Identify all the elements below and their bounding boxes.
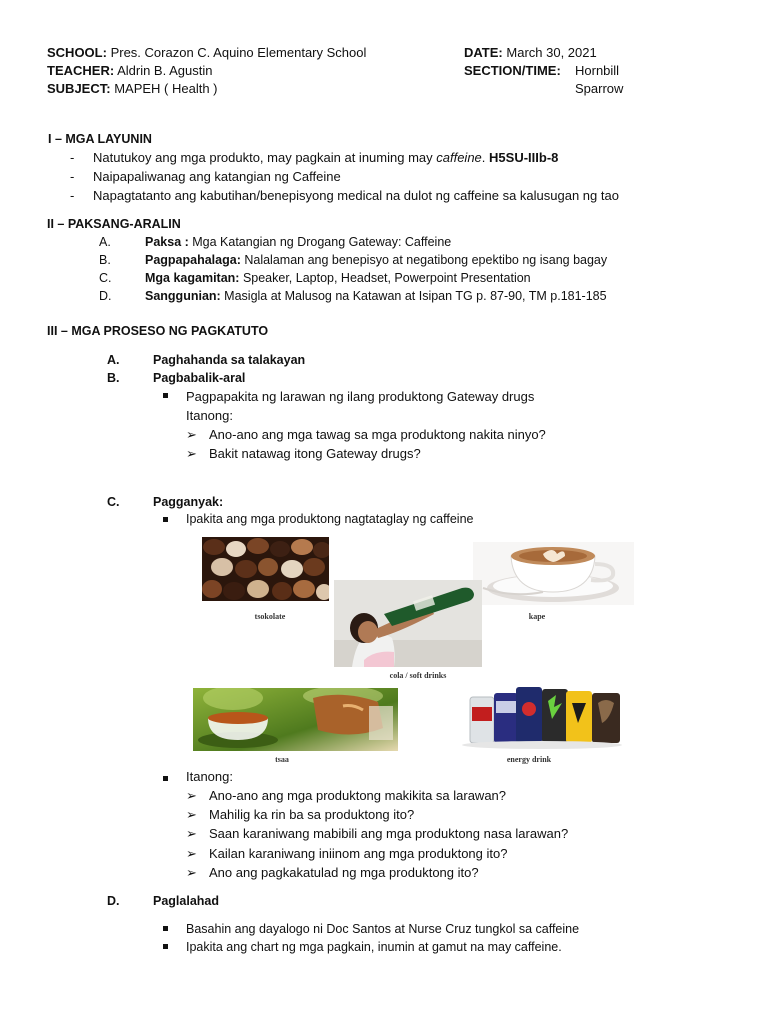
topic-label-a: Paksa :: [145, 235, 189, 249]
bullet-square: [163, 776, 168, 781]
topic-letter-b: B.: [99, 253, 111, 267]
motivation-question-3: Saan karaniwang mabibili ang mga produktong nasa larawan?: [209, 826, 569, 841]
topic-text-c: Speaker, Laptop, Headset, Powerpoint Presentation: [239, 271, 531, 285]
topic-item-b: [145, 252, 607, 269]
dash-3: -: [70, 188, 75, 203]
dash-1: -: [70, 150, 75, 165]
process-letter-d: D.: [107, 894, 120, 908]
subject-line: [47, 80, 218, 97]
topic-text-a: Mga Katangian ng Drogang Gateway: Caffeine: [188, 235, 452, 249]
caption-tea: tsaa: [275, 755, 289, 764]
process-letter-a: A.: [107, 353, 120, 367]
objectives-heading: I – MGA LAYUNIN: [48, 132, 152, 146]
school-label: SCHOOL:: [47, 45, 107, 60]
topic-label-b: Pagpapahalaga:: [145, 253, 241, 267]
process-label-a: Paghahanda sa talakayan: [153, 353, 306, 367]
arrow-icon: ➢: [186, 846, 197, 861]
section-value-2: Sparrow: [575, 81, 624, 96]
topic-label-c: Mga kagamitan:: [145, 271, 240, 285]
arrow-icon: ➢: [186, 865, 197, 880]
coffee-image: [473, 542, 634, 605]
topic-label-d: Sanggunian:: [145, 289, 221, 303]
motivation-question-4: Kailan karaniwang iniinom ang mga produktong ito?: [209, 846, 508, 861]
topic-item-c: [145, 270, 531, 287]
objective-3: Napagtatanto ang kabutihan/benepisyong medical na dulot ng caffeine sa kalusugan ng tao: [93, 188, 619, 203]
caption-coffee: kape: [528, 612, 546, 621]
review-question-2: Bakit natawag itong Gateway drugs?: [209, 446, 421, 461]
objective-1: [93, 149, 558, 166]
arrow-icon: ➢: [186, 826, 197, 841]
subject-value: MAPEH ( Health ): [114, 81, 218, 96]
arrow-icon: ➢: [186, 807, 197, 822]
date-label: DATE:: [464, 45, 503, 60]
topic-text-d: Masigla at Malusog na Katawan at Isipan TG p. 87-90, TM p.181-185: [220, 289, 607, 303]
school-value: Pres. Corazon C. Aquino Elementary School: [110, 45, 367, 60]
dash-2: -: [70, 169, 75, 184]
cola-image: [334, 580, 482, 667]
section-line: [464, 62, 561, 79]
motivation-question-1: Ano-ano ang mga produktong makikita sa larawan?: [209, 788, 507, 803]
process-label-b: Pagbabalik-aral: [153, 371, 246, 385]
bullet-square: [163, 393, 168, 398]
motivation-question-5: Ano ang pagkakatulad ng mga produktong ito?: [209, 865, 479, 880]
objective-1-post: .: [481, 150, 490, 165]
topic-heading: II – PAKSANG-ARALIN: [47, 217, 181, 231]
review-itanong: Itanong:: [186, 408, 233, 423]
topic-item-a: [145, 234, 451, 251]
topic-letter-a: A.: [99, 235, 111, 249]
arrow-icon: ➢: [186, 446, 197, 461]
tea-image: [193, 688, 398, 751]
school-line: [47, 44, 366, 61]
objective-1-italic: caffeine: [436, 150, 482, 165]
presentation-bullet-2: Ipakita ang chart ng mga pagkain, inumin at gamut na may caffeine.: [186, 940, 562, 954]
chocolate-image: [202, 537, 329, 601]
process-letter-b: B.: [107, 371, 120, 385]
process-letter-c: C.: [107, 495, 120, 509]
caption-chocolate: tsokolate: [254, 612, 286, 621]
date-line: [464, 44, 597, 61]
teacher-label: TEACHER:: [47, 63, 115, 78]
objective-1-code: H5SU-IIIb-8: [489, 150, 559, 165]
motivation-question-2: Mahilig ka rin ba sa produktong ito?: [209, 807, 415, 822]
caption-cola: cola / soft drinks: [389, 671, 447, 680]
topic-item-d: [145, 288, 607, 305]
date-value: March 30, 2021: [506, 45, 597, 60]
teacher-value: Aldrin B. Agustin: [117, 63, 213, 78]
teacher-line: [47, 62, 212, 79]
topic-letter-d: D.: [99, 289, 112, 303]
motivation-bullet-text: Ipakita ang mga produktong nagtataglay ng caffeine: [186, 512, 474, 526]
section-value-1: Hornbill: [575, 63, 620, 78]
review-question-1: Ano-ano ang mga tawag sa mga produktong nakita ninyo?: [209, 427, 546, 442]
bullet-square: [163, 517, 168, 522]
caption-energy: energy drink: [506, 755, 552, 764]
motivation-itanong: Itanong:: [186, 769, 233, 784]
subject-label: SUBJECT:: [47, 81, 111, 96]
section-label: SECTION/TIME:: [464, 63, 561, 78]
review-bullet-text: Pagpapakita ng larawan ng ilang produktong Gateway drugs: [186, 389, 535, 404]
objective-1-text: Natutukoy ang mga produkto, may pagkain at inuming may: [93, 150, 437, 165]
objective-2: Naipapaliwanag ang katangian ng Caffeine: [93, 169, 341, 184]
arrow-icon: ➢: [186, 427, 197, 442]
process-label-c: Pagganyak:: [153, 495, 224, 509]
bullet-square: [163, 944, 168, 949]
arrow-icon: ➢: [186, 788, 197, 803]
energy-drink-image: [446, 683, 634, 751]
topic-letter-c: C.: [99, 271, 112, 285]
topic-text-b: Nalalaman ang benepisyo at negatibong epektibo ng isang bagay: [240, 253, 608, 267]
bullet-square: [163, 926, 168, 931]
process-label-d: Paglalahad: [153, 894, 219, 908]
process-heading: III – MGA PROSESO NG PAGKATUTO: [47, 324, 269, 338]
presentation-bullet-1: Basahin ang dayalogo ni Doc Santos at Nurse Cruz tungkol sa caffeine: [186, 922, 580, 936]
